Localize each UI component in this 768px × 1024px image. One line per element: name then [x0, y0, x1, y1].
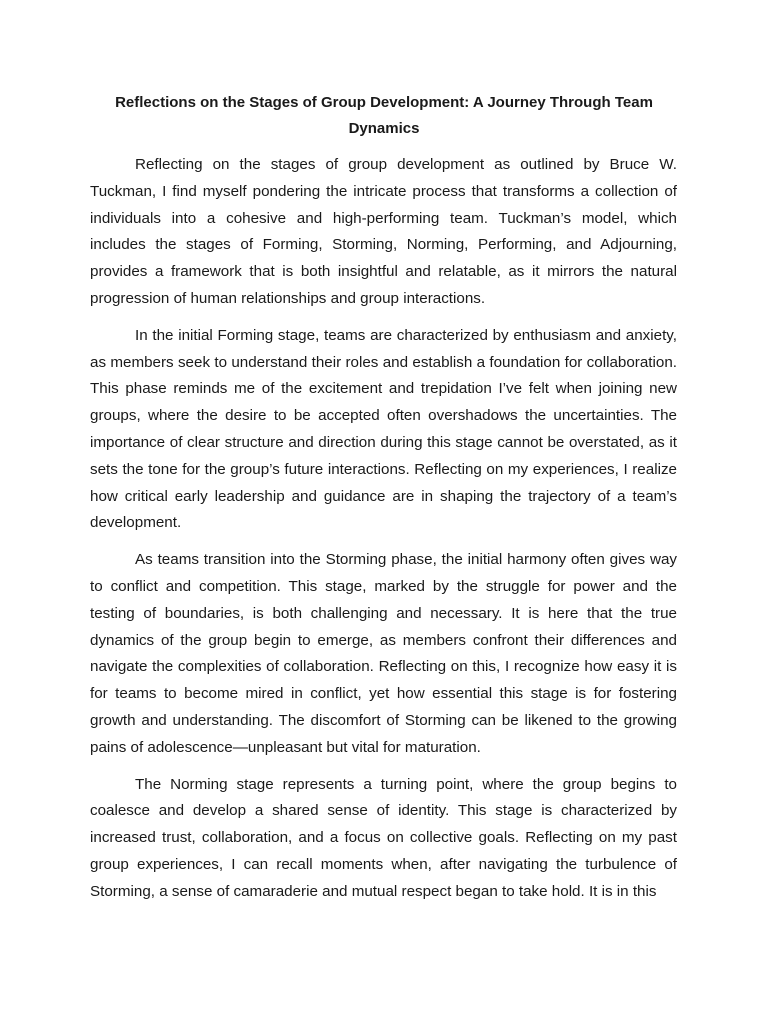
paragraph-3: As teams transition into the Storming phase, the initial harmony often gives way to conflict and competition. This stage, marked by the struggle for power and the testing of boundaries, is both challenging and necessary. It is here that the true dynamics of the group begin to emerge, as members confront their differences and navigate the complexities of collaboration. Reflecting on this, I recognize how easy it is for teams to become mired in conflict, yet how essential this stage is for fostering growth and understanding. The discomfort of Storming can be likened to the growing pains of adolescence—unpleasant but vital for maturation.: [90, 551, 677, 756]
paragraph-4: The Norming stage represents a turning point, where the group begins to coalesce and develop a shared sense of identity. This stage is characterized by increased trust, collaboration, and a focus on collective goals. Reflecting on my past group experiences, I can recall moments when, after navigating the turbulence of Storming, a sense of camaraderie and mutual respect began to take hold. It is in this: [90, 775, 677, 900]
paragraph-2: In the initial Forming stage, teams are characterized by enthusiasm and anxiety, as members seek to understand their roles and establish a foundation for collaboration. This phase reminds me of the excitement and trepidation I’ve felt when joining new groups, where the desire to be accepted often overshadows the uncertainties. The importance of clear structure and direction during this stage cannot be overstated, as it sets the tone for the group’s future interactions. Reflecting on my experiences, I realize how critical early leadership and guidance are in shaping the trajectory of a team’s development.: [90, 326, 677, 532]
paragraph-1: Reflecting on the stages of group development as outlined by Bruce W. Tuckman, I find myself pondering the intricate process that transforms a collection of individuals into a cohesive and high-performing team. Tuckman’s model, which includes the stages of Forming, Storming, Norming, Performing, and Adjourning, provides a framework that is both insightful and relatable, as it mirrors the natural progression of human relationships and group interactions.: [90, 156, 677, 307]
document-body: [90, 152, 677, 916]
document-title: Reflections on the Stages of Group Development: A Journey Through Team Dynamics: [115, 94, 653, 137]
